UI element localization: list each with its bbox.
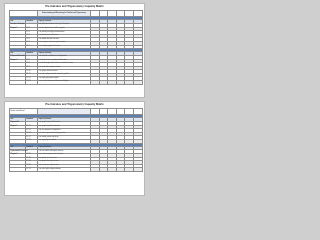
- standard-code: PC.3: [26, 34, 38, 38]
- sub-header-cell: Standard: [26, 52, 38, 56]
- standard-code: PC.22: [26, 164, 38, 168]
- page-title: Pre-Calculus and Trigonometry Capacity Matrix: [45, 103, 104, 106]
- standard-code: PC.16: [26, 132, 38, 136]
- capacity-indicator: I can evaluate trigonometric functions: [38, 153, 91, 157]
- capacity-indicator: I can model growth and decay: [38, 136, 91, 140]
- progress-check-cell[interactable]: [116, 168, 125, 172]
- sub-header-cell: Capacity Indicator: [38, 146, 91, 150]
- standard-code: PC.18: [26, 139, 38, 143]
- standard-code: PC.2: [26, 31, 38, 35]
- page-title: Pre-Calculus and Trigonometry Capacity Matrix: [45, 5, 104, 8]
- standard-code: PC.9: [26, 66, 38, 70]
- capacity-indicator: I can use properties of logarithms: [38, 129, 91, 133]
- standard-code: PC.8: [26, 63, 38, 67]
- sub-header-cell: Capacity Indicator: [38, 118, 91, 122]
- standard-code: PC.15: [26, 129, 38, 133]
- sub-header-cell: Unit: [10, 52, 26, 56]
- capacity-indicator: I can use the fundamental theorem of algebra: [38, 81, 91, 85]
- capacity-indicator: I can graph exponential functions: [38, 121, 91, 125]
- unit-label: Chapter 1: [10, 27, 26, 31]
- progress-check-cell[interactable]: [99, 168, 108, 172]
- sub-header-cell: Capacity Indicator: [38, 20, 91, 24]
- progress-check-cell[interactable]: [133, 168, 142, 172]
- capacity-indicator: I can analyze graphs of functions: [38, 45, 91, 49]
- unit-label: Chapter 2: [10, 59, 26, 63]
- capacity-indicator: I can use radian and degree measure: [38, 150, 91, 154]
- capacity-indicator: I can graph sine and cosine: [38, 157, 91, 161]
- standard-code: PC.7: [26, 59, 38, 63]
- unit-label: Polynomial Functions: [10, 56, 26, 58]
- sub-header-cell: Unit: [10, 118, 26, 122]
- standard-code: PC.6: [26, 45, 38, 49]
- capacity-indicator: I can model data with functions: [38, 38, 91, 42]
- capacity-indicator: I can find real zeros of polynomial functions: [38, 59, 91, 63]
- progress-check-cell[interactable]: [125, 168, 134, 172]
- standard-code: PC.17: [26, 136, 38, 140]
- standard-code: PC.1: [26, 27, 38, 31]
- progress-check-cell[interactable]: [133, 81, 142, 85]
- capacity-matrix-table: [9, 108, 143, 172]
- capacity-indicator: I can apply polynomial models: [38, 77, 91, 81]
- capacity-indicator: I can graph other trig functions: [38, 161, 91, 165]
- unit-label: Functions & Graphs: [10, 24, 25, 26]
- unit-label: [10, 168, 26, 172]
- standard-code: PC.21: [26, 161, 38, 165]
- capacity-indicator: I can identify and apply transformations: [38, 31, 91, 35]
- progress-check-cell[interactable]: [125, 81, 134, 85]
- capacity-indicator: I can classify functions and their graphs: [38, 27, 91, 31]
- standard-code: PC.5: [26, 41, 38, 45]
- sub-header-cell: Unit: [10, 146, 26, 150]
- progress-check-cell[interactable]: [108, 168, 117, 172]
- standard-code: PC.13: [26, 81, 38, 85]
- unit-label: Chapter 3: [10, 125, 26, 129]
- standard-code: PC.11: [26, 73, 38, 77]
- matrix-page-2: [4, 101, 145, 196]
- sub-header-cell: Capacity Indicator: [38, 52, 91, 56]
- capacity-indicator: I can divide polynomials and use remainder theorem: [38, 63, 91, 67]
- standard-code: PC.20: [26, 157, 38, 161]
- capacity-indicator: I can describe end behavior of polynomials: [38, 55, 91, 59]
- progress-check-cell[interactable]: [99, 81, 108, 85]
- unit-label: [10, 81, 26, 85]
- sub-header-cell: Unit: [10, 20, 26, 24]
- capacity-indicator: I can graph logarithmic functions: [38, 125, 91, 129]
- capacity-indicator: I can determine domain and range of functions: [38, 23, 91, 27]
- standard-code: PC.12: [26, 77, 38, 81]
- progress-check-cell[interactable]: [108, 81, 117, 85]
- capacity-indicator: I can use inverse trig functions: [38, 164, 91, 168]
- table-row: [10, 168, 143, 172]
- capacity-indicator: I can work with complex numbers: [38, 66, 91, 70]
- standard-code: PC.14: [26, 125, 38, 129]
- sub-header-cell: Standard: [26, 20, 38, 24]
- standard-code: PC.4: [26, 38, 38, 42]
- capacity-matrix-table: [9, 10, 143, 85]
- sub-header-cell: Standard: [26, 118, 38, 122]
- header-left: Student name/Period: [10, 109, 38, 115]
- capacity-indicator: I can solve polynomial and rational inequalities: [38, 73, 91, 77]
- table-row: [10, 81, 143, 85]
- unit-label: Exponential: [10, 121, 26, 125]
- capacity-indicator: I can compose and decompose functions: [38, 41, 91, 45]
- standard-code: PC.23: [26, 168, 38, 172]
- matrix-page-1: [4, 3, 145, 98]
- standard-code: PC.10: [26, 70, 38, 74]
- unit-label: Trigonometric Functions: [10, 150, 28, 152]
- standard-code: PC.19: [26, 153, 38, 157]
- progress-check-cell[interactable]: [91, 168, 100, 172]
- progress-check-cell[interactable]: [91, 81, 100, 85]
- capacity-indicator: I can graph rational functions: [38, 70, 91, 74]
- progress-check-cell[interactable]: [116, 81, 125, 85]
- unit-label: Chapter 4: [10, 153, 26, 157]
- capacity-indicator: I can apply logistic models: [38, 139, 91, 143]
- sub-header-cell: Standard: [26, 146, 38, 150]
- header-understanding: Understanding and Reasoning for Calculus and Trigonometry: [38, 11, 91, 17]
- capacity-indicator: I can find inverses of functions: [38, 34, 91, 38]
- capacity-indicator: I can solve right triangle problems: [38, 168, 91, 172]
- capacity-indicator: I can solve exponential and log equations: [38, 132, 91, 136]
